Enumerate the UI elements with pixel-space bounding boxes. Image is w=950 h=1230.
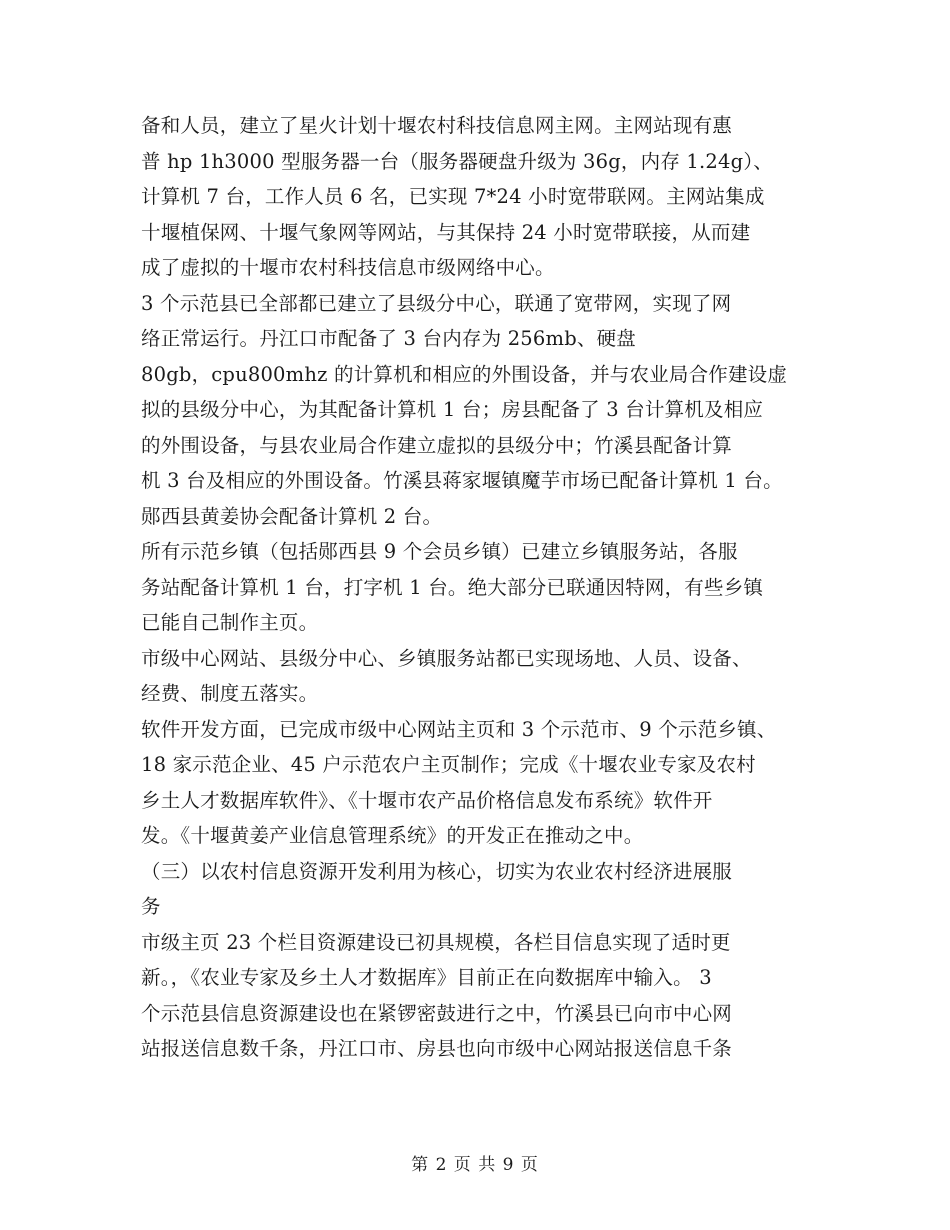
text-line: 市级中心网站、县级分中心、乡镇服务站都已实现场地、人员、设备、 bbox=[141, 646, 752, 670]
text-line: 经费、制度五落实。 bbox=[141, 682, 319, 705]
text-line: 拟的县级分中心，为其配备计算机 1 台；房县配备了 3 台计算机及相应 bbox=[141, 398, 764, 421]
text-line: 郧西县黄姜协会配备计算机 2 台。 bbox=[141, 504, 443, 528]
text-line: 务站配备计算机 1 台，打字机 1 台。绝大部分已联通因特网，有些乡镇 bbox=[141, 575, 764, 599]
text-line: 站报送信息数千条，丹江口市、房县也向市级中心网站报送信息千条 bbox=[141, 1037, 733, 1060]
text-line: 机 3 台及相应的外围设备。竹溪县蒋家堰镇魔芋市场已配备计算机 1 台。 bbox=[141, 469, 783, 492]
text-line: 络正常运行。丹江口市配备了 3 台内存为 256mb、硬盘 bbox=[141, 327, 636, 350]
text-line: 市级主页 23 个栏目资源建设已初具规模，各栏目信息实现了适时更 bbox=[141, 930, 731, 954]
text-line: 所有示范乡镇（包括郧西县 9 个会员乡镇）已建立乡镇服务站，各服 bbox=[141, 540, 738, 563]
text-line: 18 家示范企业、45 户示范农户主页制作；完成《十堰农业专家及农村 bbox=[141, 753, 756, 776]
section-heading: （三）以农村信息资源开发利用为核心，切实为农业农村经济进展服 bbox=[141, 859, 733, 883]
text-line: 个示范县信息资源建设也在紧锣密鼓进行之中，竹溪县已向市中心网 bbox=[141, 1001, 733, 1025]
text-line: 成了虚拟的十堰市农村科技信息市级网络中心。 bbox=[141, 256, 555, 279]
text-line: 3 个示范县已全部都已建立了县级分中心，联通了宽带网，实现了网 bbox=[141, 291, 732, 315]
document-body bbox=[141, 108, 831, 1067]
text-line: 备和人员，建立了星火计划十堰农村科技信息网主网。主网站现有惠 bbox=[141, 114, 733, 137]
section-heading-continued: 务 bbox=[141, 895, 161, 918]
text-line: 乡土人才数据库软件》、《十堰市农产品价格信息发布系统》软件开 bbox=[141, 788, 713, 812]
text-line: 软件开发方面，已完成市级中心网站主页和 3 个示范市、9 个示范乡镇、 bbox=[141, 717, 777, 741]
text-line: 十堰植保网、十堰气象网等网站，与其保持 24 小时宽带联接，从而建 bbox=[141, 220, 751, 244]
text-line: 80gb，cpu800mhz 的计算机和相应的外围设备，并与农业局合作建设虚 bbox=[141, 362, 788, 386]
text-line: 的外围设备，与县农业局合作建立虚拟的县级分中；竹溪县配备计算 bbox=[141, 433, 733, 457]
text-line: 计算机 7 台，工作人员 6 名，已实现 7*24 小时宽带联网。主网站集成 bbox=[141, 185, 765, 208]
page-number-footer: 第 2 页 共 9 页 bbox=[411, 1155, 539, 1175]
text-line: 发。《十堰黄姜产业信息管理系统》的开发正在推动之中。 bbox=[141, 824, 644, 847]
text-line: 普 hp 1h3000 型服务器一台（服务器硬盘升级为 36g，内存 1.24g）、 bbox=[141, 149, 773, 173]
text-line: 新。，《农业专家及乡土人才数据库》目前正在向数据库中输入。 3 bbox=[141, 966, 712, 989]
text-line: 已能自己制作主页。 bbox=[141, 611, 319, 634]
